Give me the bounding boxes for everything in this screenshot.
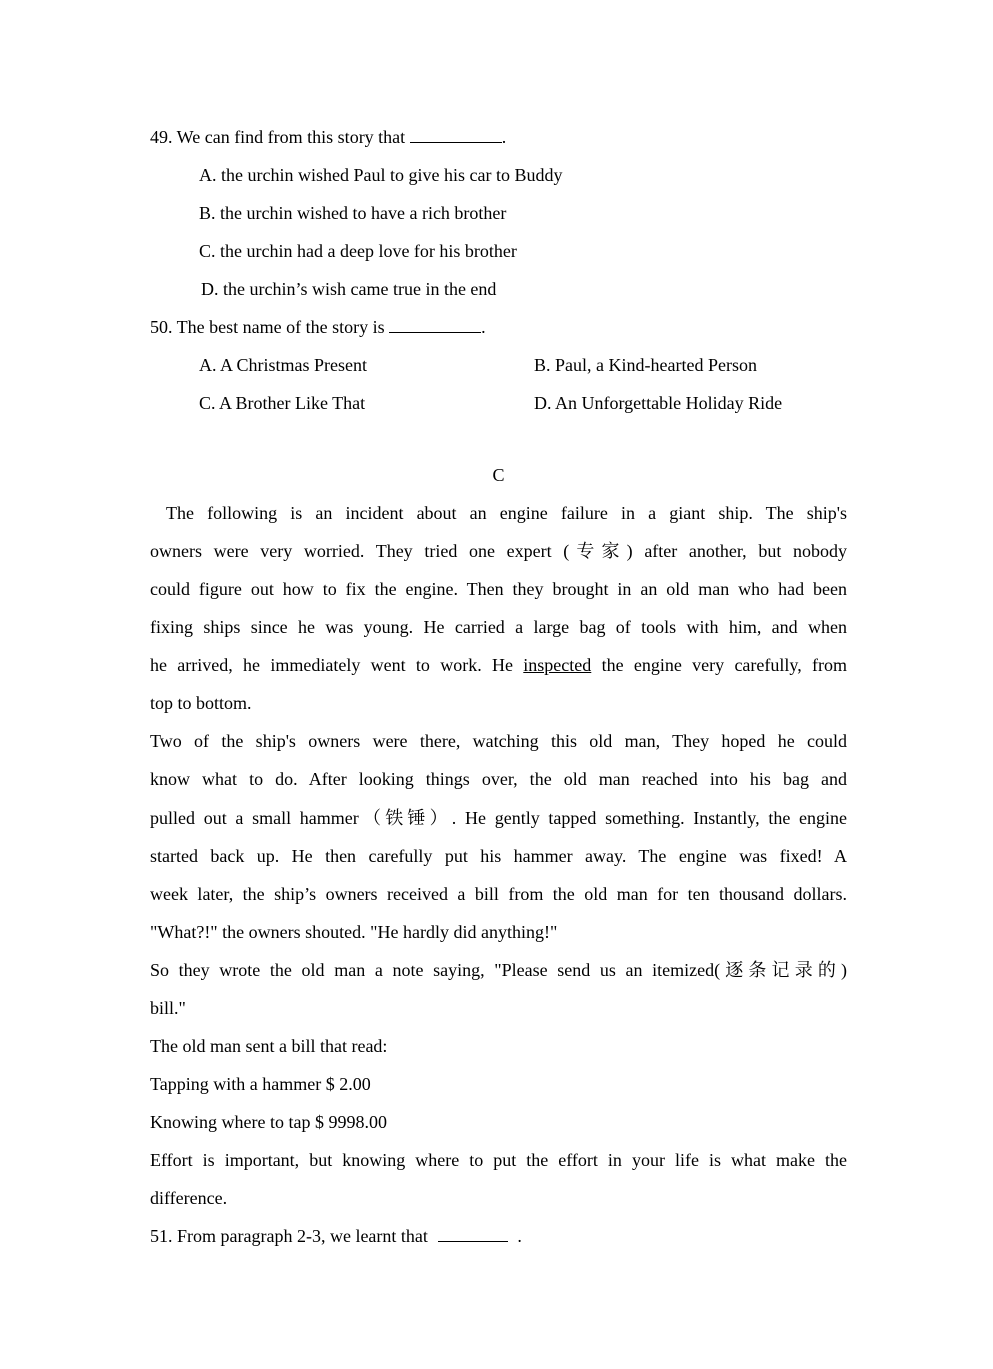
question-49-option-a: A. the urchin wished Paul to give his car to Buddy — [199, 165, 563, 185]
passage-line: "What?!" the owners shouted. "He hardly did anything!" — [150, 922, 558, 942]
question-50-option-c: C. A Brother Like That — [199, 393, 366, 413]
question-50 — [150, 310, 486, 344]
question-49-option-b: B. the urchin wished to have a rich brother — [199, 203, 507, 223]
bill-line: Knowing where to tap $ 9998.00 — [150, 1112, 387, 1132]
question-50-stem: 50. The best name of the story is — [150, 317, 385, 337]
passage-line: difference. — [150, 1188, 228, 1208]
passage-line: Two of the ship's owners were there, watching this old man, They hoped he could — [150, 731, 847, 751]
question-49-stem: 49. We can find from this story that — [150, 127, 406, 147]
answer-blank — [410, 124, 502, 143]
passage-line: pulled out a small hammer（铁锤）. He gently tapped something. Instantly, the engine — [150, 808, 847, 828]
question-50-option-d: D. An Unforgettable Holiday Ride — [534, 393, 783, 413]
passage-line: fixing ships since he was young. He carried a large bag of tools with him, and when — [150, 617, 847, 637]
passage-line — [150, 648, 847, 682]
question-51 — [150, 1219, 522, 1253]
passage-line: Effort is important, but knowing where to put the effort in your life is what make the — [150, 1150, 847, 1170]
passage-line: owners were very worried. They tried one expert (专家) after another, but nobody — [150, 541, 847, 561]
passage-line: So they wrote the old man a note saying, "Please send us an itemized(逐条记录的) — [150, 960, 847, 980]
question-49-end: . — [501, 127, 507, 147]
passage-line: top to bottom. — [150, 693, 252, 713]
passage-text: he arrived, he immediately went to work. He — [150, 655, 513, 675]
bill-line: Tapping with a hammer $ 2.00 — [150, 1074, 371, 1094]
passage-line: started back up. He then carefully put his hammer away. The engine was fixed! A — [150, 846, 847, 866]
passage-line: The old man sent a bill that read: — [150, 1036, 388, 1056]
passage-line: know what to do. After looking things over, the old man reached into his bag and — [150, 769, 847, 789]
passage-line: The following is an incident about an engine failure in a giant ship. The ship's — [166, 503, 847, 523]
answer-blank — [389, 314, 481, 333]
question-51-end: . — [517, 1226, 522, 1246]
underlined-word: inspected — [523, 655, 592, 675]
question-49-option-c: C. the urchin had a deep love for his brother — [199, 241, 517, 261]
passage-text: the engine very carefully, from — [601, 655, 848, 675]
question-50-option-a: A. A Christmas Present — [199, 355, 368, 375]
answer-blank — [438, 1223, 508, 1242]
passage-line: bill." — [150, 998, 186, 1018]
section-label: C — [492, 465, 505, 485]
question-51-stem: 51. From paragraph 2-3, we learnt that — [150, 1226, 428, 1246]
passage-line: week later, the ship’s owners received a bill from the old man for ten thousand dollars. — [150, 884, 847, 904]
question-49-option-d: D. the urchin’s wish came true in the end — [201, 279, 497, 299]
question-50-option-b: B. Paul, a Kind-hearted Person — [534, 355, 757, 375]
passage-line: could figure out how to fix the engine. Then they brought in an old man who had been — [150, 579, 847, 599]
question-49 — [150, 120, 506, 154]
question-50-end: . — [481, 317, 486, 337]
